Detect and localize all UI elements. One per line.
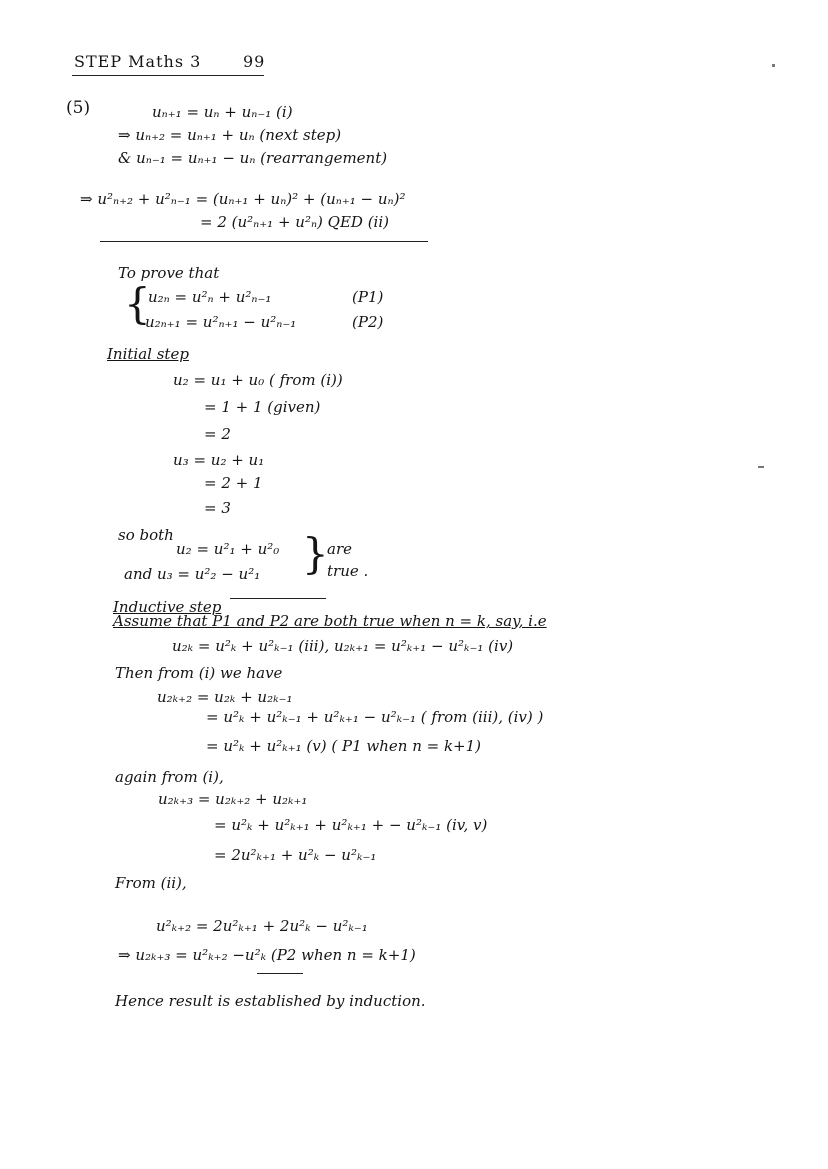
p2-statement: u₂ₙ₊₁ = u²ₙ₊₁ − u²ₙ₋₁ [145, 313, 297, 331]
so-both-label: so both [118, 526, 174, 544]
square-sum-line: ⇒ u²ₙ₊₂ + u²ₙ₋₁ = (uₙ₊₁ + uₙ)² + (uₙ₊₁ − uₙ)² [80, 190, 406, 208]
brace-left: { [124, 279, 151, 328]
initial-line: = 2 + 1 [204, 474, 263, 492]
initial-line: u₂ = u₁ + u₀ ( from (i)) [173, 371, 343, 389]
true-label: true . [327, 562, 369, 580]
inductive-step-heading: Inductive step [113, 598, 222, 616]
header-underline [72, 75, 264, 76]
step-line: u₂ₖ₊₃ = u₂ₖ₊₂ + u₂ₖ₊₁ [158, 790, 308, 808]
step-line: = u²ₖ + u²ₖ₋₁ + u²ₖ₊₁ − u²ₖ₋₁ ( from (iii), (iv) ) [206, 708, 544, 726]
p1-tag: (P1) [352, 288, 384, 306]
initial-line: = 2 [204, 425, 231, 443]
both-line-1: u₂ = u²₁ + u²₀ [176, 540, 280, 558]
again-line: again from (i), [115, 768, 224, 786]
are-label: are [327, 540, 352, 558]
initial-step-heading: Initial step [107, 345, 189, 363]
initial-line: = 1 + 1 (given) [204, 398, 321, 416]
initial-line: = 3 [204, 499, 231, 517]
step-line: ⇒ u₂ₖ₊₃ = u²ₖ₊₂ −u²ₖ (P2 when n = k+1) [118, 946, 416, 964]
header-year: 99 [243, 52, 266, 71]
assume-line: Assume that P1 and P2 are both true when n = k, say, i.e [113, 612, 547, 630]
short-divider [257, 973, 303, 974]
initial-line: u₃ = u₂ + u₁ [173, 451, 265, 469]
brace-right: } [302, 529, 329, 578]
next-step-line: ⇒ uₙ₊₂ = uₙ₊₁ + uₙ (next step) [118, 126, 342, 144]
qed-line: = 2 (u²ₙ₊₁ + u²ₙ) QED (ii) [200, 213, 390, 231]
assume-equations: u₂ₖ = u²ₖ + u²ₖ₋₁ (iii), u₂ₖ₊₁ = u²ₖ₊₁ − u²ₖ₋₁ (iv) [172, 637, 514, 655]
step-line: = u²ₖ + u²ₖ₊₁ (v) ( P1 when n = k+1) [206, 737, 482, 755]
header-title: STEP Maths 3 [74, 52, 202, 71]
step-line: u₂ₖ₊₂ = u₂ₖ + u₂ₖ₋₁ [157, 688, 293, 706]
inductive-underline [230, 598, 326, 599]
scan-speck [772, 64, 775, 67]
step-line: = u²ₖ + u²ₖ₊₁ + u²ₖ₊₁ + − u²ₖ₋₁ (iv, v) [214, 816, 488, 834]
to-prove-heading: To prove that [118, 264, 220, 282]
step-line: u²ₖ₊₂ = 2u²ₖ₊₁ + 2u²ₖ − u²ₖ₋₁ [156, 917, 368, 935]
rearrangement-line: & uₙ₋₁ = uₙ₊₁ − uₙ (rearrangement) [118, 149, 388, 167]
from-ii-line: From (ii), [115, 874, 187, 892]
scan-speck [758, 466, 764, 468]
conclusion-line: Hence result is established by induction. [115, 992, 426, 1010]
step-line: = 2u²ₖ₊₁ + u²ₖ − u²ₖ₋₁ [214, 846, 377, 864]
section-divider [100, 241, 428, 242]
both-line-2: and u₃ = u²₂ − u²₁ [124, 565, 261, 583]
then-line: Then from (i) we have [115, 664, 283, 682]
p2-tag: (P2) [352, 313, 384, 331]
question-number: (5) [66, 98, 91, 118]
p1-statement: u₂ₙ = u²ₙ + u²ₙ₋₁ [148, 288, 272, 306]
recurrence-line: uₙ₊₁ = uₙ + uₙ₋₁ (i) [152, 103, 293, 121]
